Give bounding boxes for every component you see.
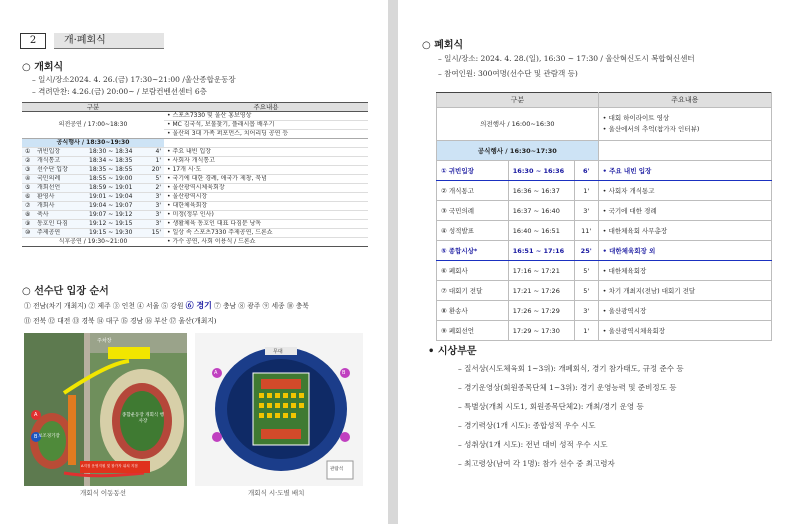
table-cell-time: 19:07 ~ 19:12 xyxy=(86,211,146,220)
table-cell-name: 환영사 xyxy=(34,193,86,202)
table-cell-no: ⑨ xyxy=(22,220,34,229)
table-cell-no: ⑦ xyxy=(22,202,34,211)
closing-heading: ○ 폐회식 xyxy=(422,40,464,51)
table-row xyxy=(437,221,772,241)
opening-line: – 격려만찬: 4.26.(금) 20:00~ / 보람컨벤션센터 6층 xyxy=(32,87,207,96)
table-cell-no: ④ xyxy=(22,175,34,184)
table-cell-no: ⑧ xyxy=(22,211,34,220)
table-cell-dur: 3' xyxy=(574,301,598,321)
seating-map-image xyxy=(195,333,363,486)
table-cell-content: • 국기에 대한 경례 xyxy=(598,201,771,221)
map-label: A지점 운영지원 및 참가자 위치 지점 xyxy=(81,464,138,468)
table-cell-dur: 15' xyxy=(146,229,164,238)
map-label: 주차장 xyxy=(97,338,112,344)
section-number: 2 xyxy=(20,33,46,49)
table-cell-name: 축사 xyxy=(34,211,86,220)
table-cell: • 대회 하이라이트 영상 • 울산에서의 추억(참가자 인터뷰) xyxy=(598,108,771,141)
table-cell-dur: 3' xyxy=(146,193,164,202)
table-cell-time: 17:29 ~ 17:30 xyxy=(508,321,574,341)
table-cell-time: 19:15 ~ 19:30 xyxy=(86,229,146,238)
table-cell-name: 개식통고 xyxy=(34,157,86,166)
map-marker-a: A xyxy=(214,370,218,376)
table-cell-dur: 3' xyxy=(574,201,598,221)
table-cell-time: 19:01 ~ 19:04 xyxy=(86,193,146,202)
table-cell-content: • 대한체육회장 xyxy=(164,202,368,211)
closing-line: – 참여인원: 300여명(선수단 및 관람객 등) xyxy=(438,69,578,78)
table-row xyxy=(22,175,368,184)
table-cell: • MC 김국석, 보물찾기, 플래시몹 배우기 xyxy=(164,121,368,130)
table-cell-name: ⑧ 환송사 xyxy=(437,301,509,321)
official-label: 공식행사 / 16:30~17:30 xyxy=(437,141,599,161)
table-row xyxy=(437,108,772,141)
closing-line: – 일시/장소: 2024. 4. 28.(일), 16:30 ~ 17:30 / 울산혁신도시 복합혁신센터 xyxy=(438,54,695,63)
table-cell-content: • 일상 속 스포츠7330 주제공연, 드론쇼 xyxy=(164,229,368,238)
table-row xyxy=(22,202,368,211)
table-cell-name: ③ 국민의례 xyxy=(437,201,509,221)
table-cell-name: ② 개식통고 xyxy=(437,181,509,201)
left-page xyxy=(0,0,388,524)
table-cell-dur: 2' xyxy=(146,184,164,193)
table-cell-time: 16:40 ~ 16:51 xyxy=(508,221,574,241)
table-cell-name: ④ 성적발표 xyxy=(437,221,509,241)
award-item: – 특별상(개최 시도1, 회원종목단체2): 개최/경기 운영 등 xyxy=(458,402,644,411)
entry-order-line: ① 전남(차기 개최지) ② 제주 ③ 인천 ④ 서울 ⑤ 강원 ⑥ 경기 ⑦ 충남 ⑧ 광주 ⑨ 세종 ⑩ 충북 xyxy=(24,300,309,310)
table-row xyxy=(22,238,368,247)
bullet-icon: • xyxy=(428,346,438,357)
table-cell-dur: 11' xyxy=(574,221,598,241)
circle-bullet-icon: ○ xyxy=(22,286,35,297)
table-row xyxy=(437,201,772,221)
table-subheader-row xyxy=(22,139,368,148)
table-cell-time: 16:36 ~ 16:37 xyxy=(508,181,574,201)
map-marker-b: B xyxy=(34,434,38,440)
table-row xyxy=(22,157,368,166)
table-header: 구분 xyxy=(22,103,164,112)
table-row xyxy=(437,301,772,321)
table-cell-dur: 25' xyxy=(574,241,598,261)
table-cell-time: 17:16 ~ 17:21 xyxy=(508,261,574,281)
map-marker-a: A xyxy=(34,412,38,418)
table-row xyxy=(437,181,772,201)
table-cell-content: • 울산광역시장 xyxy=(164,193,368,202)
opening-rows xyxy=(22,148,368,238)
table-cell-content: • 울산광역시체육회장 xyxy=(598,321,771,341)
table-cell-name: 주제공연 xyxy=(34,229,86,238)
entry-order-line: ⑪ 전북 ⑫ 대전 ⑬ 경북 ⑭ 대구 ⑮ 경남 ⑯ 부산 ⑰ 울산(개최지) xyxy=(24,317,217,325)
table-cell-dur: 1' xyxy=(146,157,164,166)
table-cell-name: ⑤ 종합시상* xyxy=(437,241,509,261)
map-caption: 개회식 시·도별 배치 xyxy=(248,489,305,497)
table-row xyxy=(22,166,368,175)
right-page xyxy=(398,0,790,524)
opening-line: – 일시/장소2024. 4. 26.(금) 17:30~21:00 /울산종합운동장 xyxy=(32,75,236,84)
table-cell-dur: 4' xyxy=(146,148,164,157)
post-event-label: 식후공연 / 19:30~21:00 xyxy=(22,238,164,247)
opening-heading: ○ 개회식 xyxy=(22,62,64,73)
table-cell-no: ⑥ xyxy=(22,193,34,202)
table-header: 주요내용 xyxy=(164,103,368,112)
map-label: 보조경기장 xyxy=(38,434,60,439)
table-cell: • 스포츠7330 및 울산 홍보영상 xyxy=(164,112,368,121)
award-item: – 경기력상(1개 시도): 종합성적 우수 시도 xyxy=(458,421,596,430)
map-caption: 개회식 이동동선 xyxy=(80,489,127,497)
opening-program-table xyxy=(22,102,368,247)
table-row xyxy=(437,241,772,261)
table-cell-time: 16:37 ~ 16:40 xyxy=(508,201,574,221)
table-cell: • 가수 공연, 사회 이용식 / 드론쇼 xyxy=(164,238,368,247)
table-header: 구분 xyxy=(437,93,599,108)
table-row xyxy=(437,261,772,281)
table-cell-time: 18:35 ~ 18:55 xyxy=(86,166,146,175)
table-cell: • 울산의 3대 가족 퍼포먼스, 치어리딩 공연 등 xyxy=(164,130,368,139)
pre-event-label: 의전공연 / 17:00~18:30 xyxy=(22,112,164,139)
table-cell-content: • 생활체육 동호인 대표 다짐문 낭독 xyxy=(164,220,368,229)
table-cell-time: 18:55 ~ 19:00 xyxy=(86,175,146,184)
award-item: – 최고령상(남여 각 1명): 참가 선수 중 최고령자 xyxy=(458,459,615,468)
table-cell-dur: 5' xyxy=(574,281,598,301)
table-cell-dur: 20' xyxy=(146,166,164,175)
table-cell-time: 17:26 ~ 17:29 xyxy=(508,301,574,321)
pre-event-label: 의전행사 / 16:00~16:30 xyxy=(437,108,599,141)
map-label: 종합운동장 개회식 행사장 xyxy=(122,413,164,424)
opening-route-map xyxy=(24,333,187,486)
table-subheader-row xyxy=(437,141,772,161)
table-cell xyxy=(164,139,368,148)
table-row xyxy=(437,321,772,341)
table-row xyxy=(22,220,368,229)
table-cell-content: • 울산광역시장 xyxy=(598,301,771,321)
table-cell-no: ③ xyxy=(22,166,34,175)
table-cell-dur: 1' xyxy=(574,321,598,341)
table-row xyxy=(22,193,368,202)
section-title: 개·폐회식 xyxy=(54,33,164,49)
table-cell-name: ⑦ 대회기 전달 xyxy=(437,281,509,301)
table-cell-content: • 미정(정부 인사) xyxy=(164,211,368,220)
award-item: – 경기운영상(회원종목단체 1~3위): 경기 운영능력 및 준비정도 등 xyxy=(458,383,677,392)
table-cell-content: • 대한체육회장 xyxy=(598,261,771,281)
official-label: 공식행사 / 18:30~19:30 xyxy=(22,139,164,148)
table-cell-content: • 17개 시·도 xyxy=(164,166,368,175)
closing-rows xyxy=(437,161,772,341)
table-cell-dur: 3' xyxy=(146,220,164,229)
table-cell-name: 동호인 다짐 xyxy=(34,220,86,229)
table-cell-no: ⑩ xyxy=(22,229,34,238)
table-cell-dur: 5' xyxy=(146,175,164,184)
table-cell-name: 국민의례 xyxy=(34,175,86,184)
table-cell-time: 17:21 ~ 17:26 xyxy=(508,281,574,301)
table-cell-dur: 3' xyxy=(146,211,164,220)
table-cell-dur: 5' xyxy=(574,261,598,281)
table-cell-name: ① 귀빈입장 xyxy=(437,161,509,181)
table-cell-time: 16:51 ~ 17:16 xyxy=(508,241,574,261)
award-item: – 질서상(시도체육회 1~3위): 개폐회식, 경기 참가태도, 규정 준수 등 xyxy=(458,364,684,373)
table-cell-content: • 국기에 대한 경례, 애국가 제창, 묵념 xyxy=(164,175,368,184)
table-cell-content: • 울산광역시체육회장 xyxy=(164,184,368,193)
table-row xyxy=(437,161,772,181)
table-cell-content: • 주요 내빈 입장 xyxy=(164,148,368,157)
table-row xyxy=(437,281,772,301)
circle-bullet-icon: ○ xyxy=(422,40,435,51)
table-cell-time: 18:34 ~ 18:35 xyxy=(86,157,146,166)
table-cell-name: 귀빈입장 xyxy=(34,148,86,157)
table-cell-content: • 사회자 개식통고 xyxy=(598,181,771,201)
table-row xyxy=(22,211,368,220)
map-marker-b: B xyxy=(342,370,346,376)
table-cell-name: 선수단 입장 xyxy=(34,166,86,175)
table-cell-name: ⑨ 폐회선언 xyxy=(437,321,509,341)
table-row xyxy=(22,184,368,193)
table-cell-time: 19:04 ~ 19:07 xyxy=(86,202,146,211)
award-item: – 성취상(1개 시도): 전년 대비 성적 우수 시도 xyxy=(458,440,608,449)
table-cell-time: 18:30 ~ 18:34 xyxy=(86,148,146,157)
table-header-row xyxy=(22,103,368,112)
table-cell-content: • 사회자 개식통고 xyxy=(164,157,368,166)
table-row xyxy=(22,148,368,157)
table-cell-name: 개회선언 xyxy=(34,184,86,193)
table-cell-time: 19:12 ~ 19:15 xyxy=(86,220,146,229)
table-cell-name: ⑥ 폐회사 xyxy=(437,261,509,281)
opening-seating-map xyxy=(195,333,363,486)
closing-program-table xyxy=(436,92,772,341)
table-row xyxy=(22,229,368,238)
table-header-row xyxy=(437,93,772,108)
circle-bullet-icon: ○ xyxy=(22,62,35,73)
table-cell-dur: 1' xyxy=(574,181,598,201)
table-cell-content: • 대한체육회 사무총장 xyxy=(598,221,771,241)
table-cell-no: ⑤ xyxy=(22,184,34,193)
table-cell-content: • 차기 개최지(전남) 대회기 전달 xyxy=(598,281,771,301)
table-cell-dur: 3' xyxy=(146,202,164,211)
table-row xyxy=(22,112,368,121)
table-cell-content: • 대한체육회장 외 xyxy=(598,241,771,261)
table-cell-name: 개회사 xyxy=(34,202,86,211)
table-cell-no: ① xyxy=(22,148,34,157)
map-label: 관람석 xyxy=(330,467,344,472)
table-cell-time: 16:30 ~ 16:36 xyxy=(508,161,574,181)
awards-heading: • 시상부문 xyxy=(428,346,477,357)
table-cell xyxy=(598,141,771,161)
entry-order-heading: ○ 선수단 입장 순서 xyxy=(22,286,109,297)
table-cell-time: 18:59 ~ 19:01 xyxy=(86,184,146,193)
map-label: 무대 xyxy=(273,349,283,355)
table-cell-dur: 6' xyxy=(574,161,598,181)
table-cell-no: ② xyxy=(22,157,34,166)
highlighted-region: ⑥ 경기 xyxy=(185,300,212,310)
table-cell-content: • 주요 내빈 입장 xyxy=(598,161,771,181)
table-header: 주요내용 xyxy=(598,93,771,108)
